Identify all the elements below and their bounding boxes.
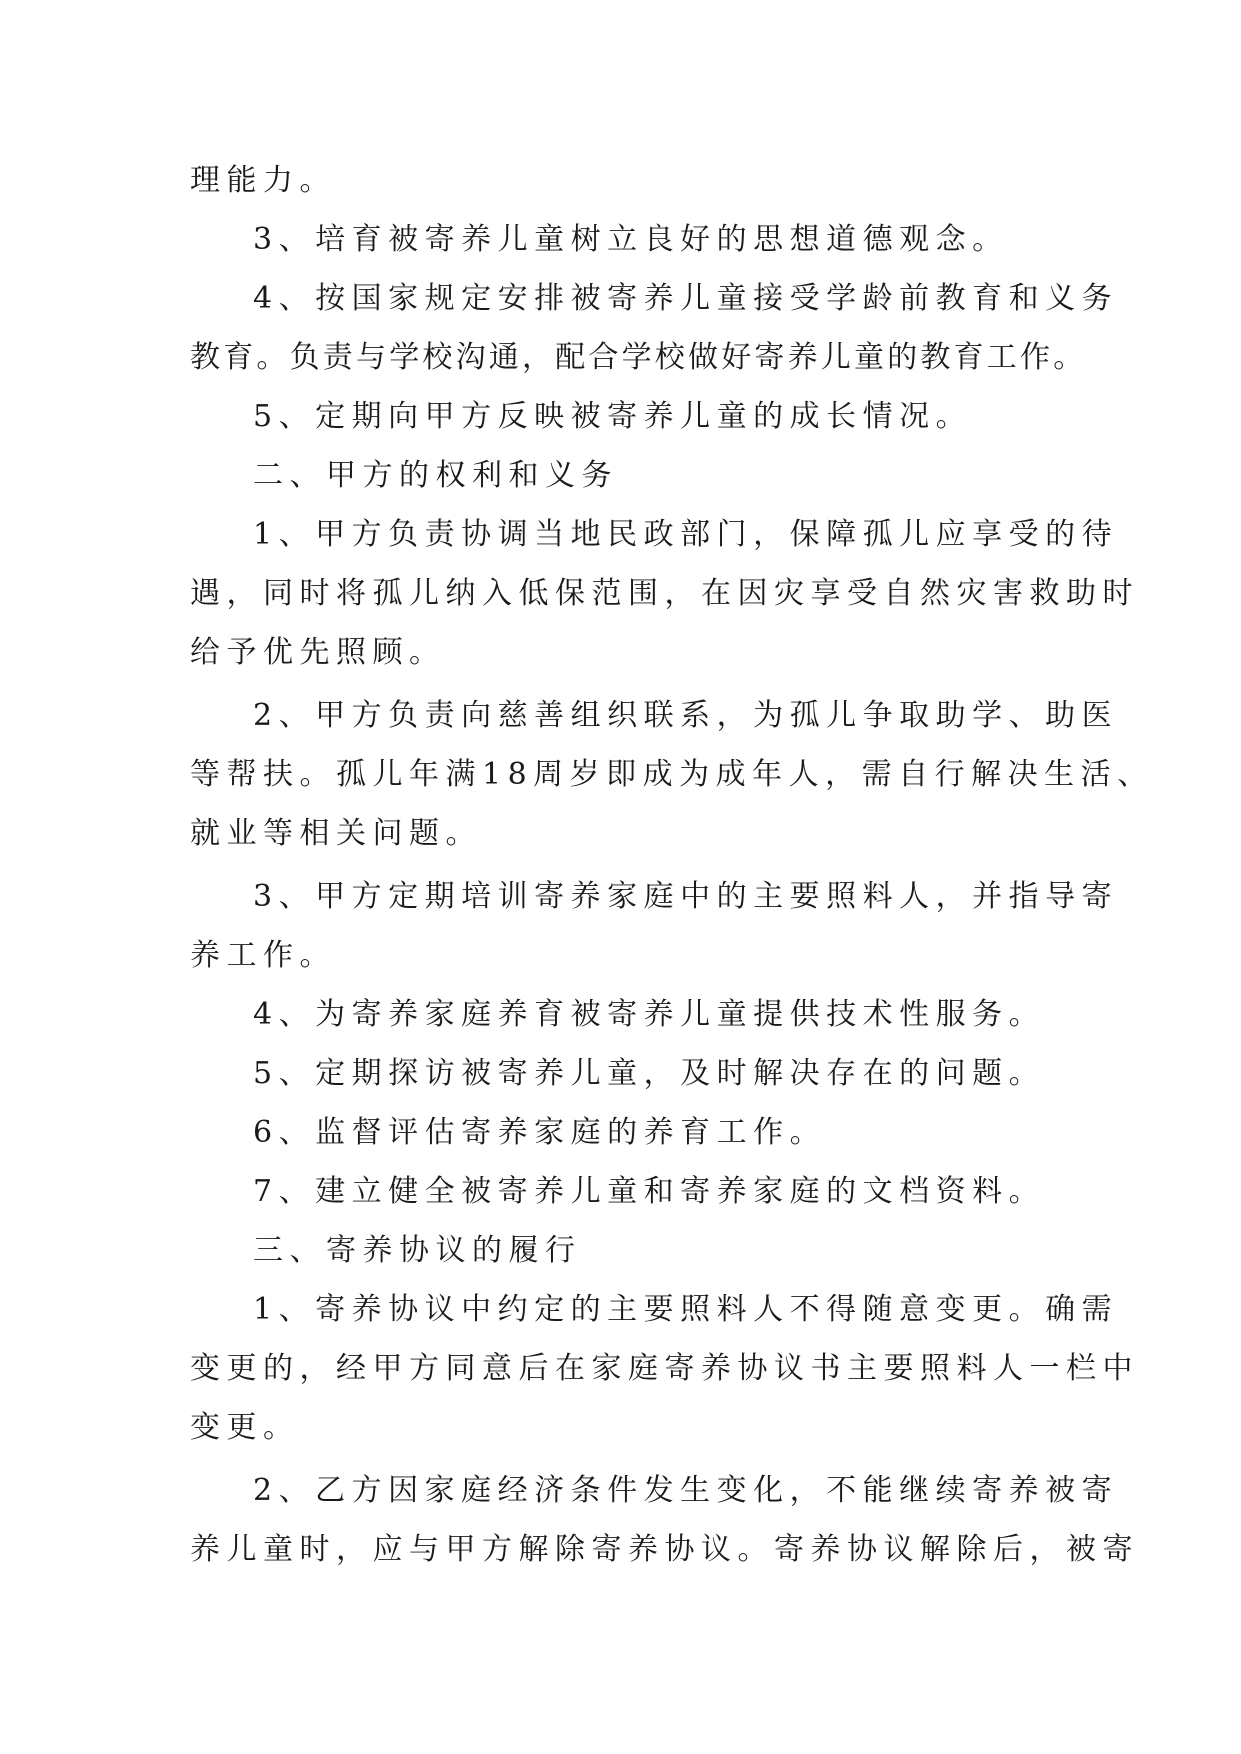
text-line: 4、为寄养家庭养育被寄养儿童提供技术性服务。 [253, 997, 1046, 1032]
text-line: 4、按国家规定安排被寄养儿童接受学龄前教育和义务 [253, 281, 1119, 316]
text-line: 6、监督评估寄养家庭的养育工作。 [253, 1115, 827, 1150]
section-heading: 三、寄养协议的履行 [253, 1233, 582, 1268]
text-line: 2、乙方因家庭经济条件发生变化，不能继续寄养被寄 [253, 1473, 1119, 1508]
text-line: 3、培育被寄养儿童树立良好的思想道德观念。 [253, 222, 1009, 257]
text-line: 变更。 [190, 1410, 300, 1445]
text-line: 教育。负责与学校沟通，配合学校做好寄养儿童的教育工作。 [190, 340, 1087, 375]
text-line: 遇，同时将孤儿纳入低保范围，在因灾享受自然灾害救助时 [190, 576, 1139, 611]
text-line: 1、甲方负责协调当地民政部门，保障孤儿应享受的待 [253, 517, 1119, 552]
text-line: 7、建立健全被寄养儿童和寄养家庭的文档资料。 [253, 1174, 1046, 1209]
text-line: 就业等相关问题。 [190, 816, 482, 851]
text-line: 5、定期向甲方反映被寄养儿童的成长情况。 [253, 399, 973, 434]
text-line: 养工作。 [190, 938, 336, 973]
text-line: 给予优先照顾。 [190, 635, 446, 670]
text-line: 5、定期探访被寄养儿童，及时解决存在的问题。 [253, 1056, 1046, 1091]
section-heading: 二、甲方的权利和义务 [253, 458, 618, 493]
text-line: 等帮扶。孤儿年满18周岁即成为成年人，需自行解决生活、 [190, 757, 1154, 792]
text-line: 1、寄养协议中约定的主要照料人不得随意变更。确需 [253, 1292, 1119, 1327]
text-line: 养儿童时，应与甲方解除寄养协议。寄养协议解除后，被寄 [190, 1532, 1139, 1567]
text-line: 3、甲方定期培训寄养家庭中的主要照料人，并指导寄 [253, 879, 1119, 914]
text-line: 变更的，经甲方同意后在家庭寄养协议书主要照料人一栏中 [190, 1351, 1139, 1386]
text-line: 2、甲方负责向慈善组织联系，为孤儿争取助学、助医 [253, 698, 1119, 733]
text-line: 理能力。 [190, 163, 336, 198]
